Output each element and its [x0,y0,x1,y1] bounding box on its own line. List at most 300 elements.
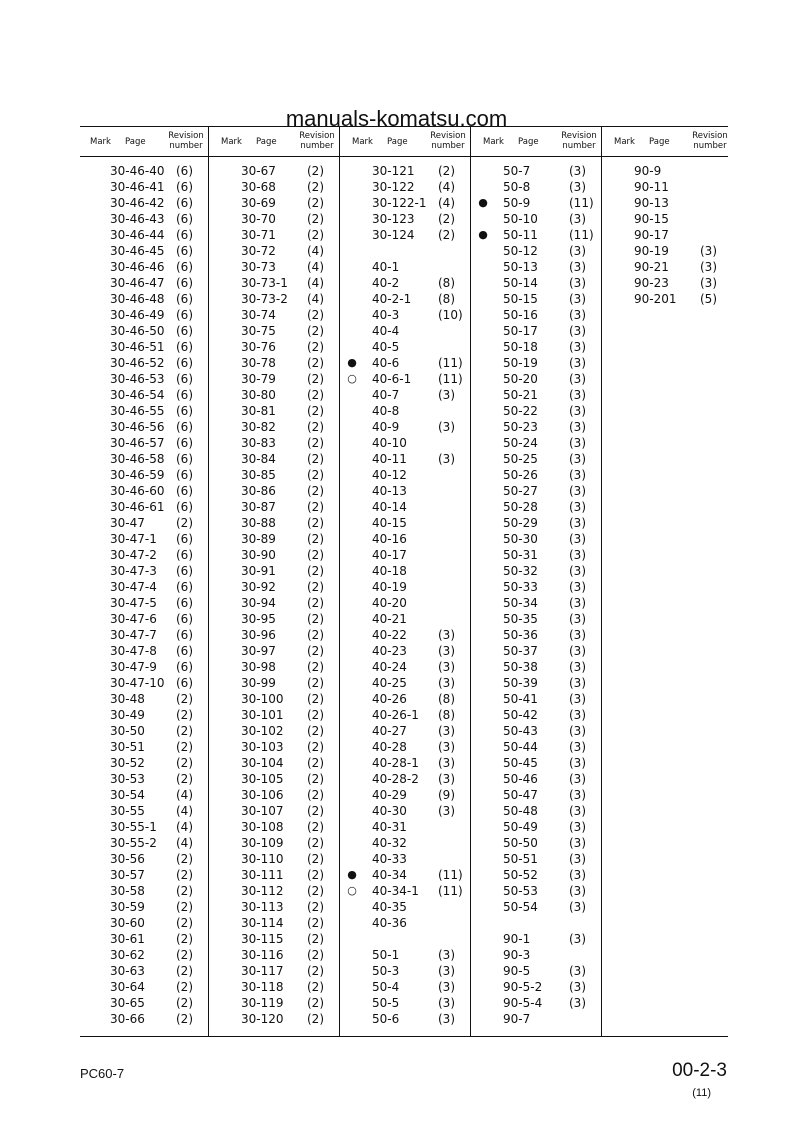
page-ref: 30-107 [241,804,284,818]
revision-number: (3) [569,212,586,226]
revision-number: (6) [176,244,193,258]
page-ref: 90-15 [634,212,669,226]
page-ref: 40-7 [372,388,400,402]
table-row [473,403,603,419]
revision-header: Revision number [692,131,728,151]
page-ref: 30-73-2 [241,292,288,306]
table-row [604,243,734,259]
page-ref: 30-57 [110,868,145,882]
page-ref: 30-52 [110,756,145,770]
revision-number: (6) [176,196,193,210]
page-ref: 30-105 [241,772,284,786]
revision-number: (3) [569,436,586,450]
revision-number: (3) [569,452,586,466]
table-row [211,563,341,579]
page-ref: 40-26 [372,692,407,706]
revision-header: Revision number [299,131,335,151]
table-row [211,387,341,403]
table-row [342,963,472,979]
table-row [80,515,210,531]
revision-number: (3) [569,756,586,770]
table-row [80,371,210,387]
table-row [80,419,210,435]
table-row [80,931,210,947]
page-ref: 30-47-3 [110,564,157,578]
revision-number: (2) [307,452,324,466]
table-row [473,787,603,803]
page-ref: 30-47-10 [110,676,165,690]
revision-number: (2) [307,788,324,802]
page-ref: 50-46 [503,772,538,786]
revision-number: (6) [176,532,193,546]
revision-number: (6) [176,308,193,322]
table-row [604,211,734,227]
page-ref: 30-103 [241,740,284,754]
table-row [342,467,472,483]
page-ref: 50-33 [503,580,538,594]
revision-number: (2) [176,724,193,738]
revision-number: (3) [569,420,586,434]
table-row [211,979,341,995]
table-row [211,755,341,771]
revision-mark: ● [478,196,488,209]
table-row [211,803,341,819]
revision-number: (3) [569,628,586,642]
table-row [80,915,210,931]
table-row [342,275,472,291]
table-row [342,739,472,755]
revision-number: (4) [307,244,324,258]
table-row [342,979,472,995]
table-row [80,771,210,787]
page-ref: 40-8 [372,404,400,418]
revision-number: (3) [438,420,455,434]
table-row [80,803,210,819]
table-row [473,515,603,531]
revision-number: (3) [438,772,455,786]
table-row [473,483,603,499]
page-ref: 40-25 [372,676,407,690]
page-ref: 50-10 [503,212,538,226]
page-ref: 30-74 [241,308,276,322]
revision-number: (6) [176,420,193,434]
page-ref: 50-38 [503,660,538,674]
table-row [211,435,341,451]
table-row [211,723,341,739]
table-row [342,883,472,899]
table-row [211,659,341,675]
page-ref: 30-47-1 [110,532,157,546]
table-row [473,755,603,771]
table-row [342,707,472,723]
revision-number: (6) [176,612,193,626]
page-ref: 50-12 [503,244,538,258]
revision-number: (11) [438,884,463,898]
page-ref: 40-10 [372,436,407,450]
page-ref: 40-9 [372,420,400,434]
table-row [80,195,210,211]
table-row [342,755,472,771]
revision-number: (2) [307,628,324,642]
page-ref: 90-5-2 [503,980,543,994]
revision-number: (6) [176,564,193,578]
page-ref: 30-101 [241,708,284,722]
page-ref: 40-13 [372,484,407,498]
page-ref: 40-34 [372,868,407,882]
table-row [342,179,472,195]
revision-number: (3) [569,596,586,610]
revision-number: (4) [176,788,193,802]
page-ref: 30-70 [241,212,276,226]
table-row [342,195,472,211]
page-ref: 50-25 [503,452,538,466]
page-ref: 30-59 [110,900,145,914]
revision-number: (2) [307,564,324,578]
page-ref: 50-5 [372,996,400,1010]
mark-header: Mark [221,137,242,147]
revision-number: (3) [569,740,586,754]
page-ref: 30-96 [241,628,276,642]
revision-number: (2) [307,852,324,866]
revision-number: (2) [176,868,193,882]
page-ref: 30-95 [241,612,276,626]
table-row [473,307,603,323]
page-ref: 30-114 [241,916,284,930]
page-ref: 50-6 [372,1012,400,1026]
revision-number: (2) [307,948,324,962]
revision-number: (6) [176,212,193,226]
table-row [473,387,603,403]
table-row [80,211,210,227]
revision-number: (3) [569,964,586,978]
page-ref: 50-11 [503,228,538,242]
page-ref: 40-34-1 [372,884,419,898]
revision-number: (2) [307,612,324,626]
page-header: Page [125,137,146,147]
table-row [80,851,210,867]
revision-number: (3) [569,660,586,674]
table-row [80,227,210,243]
table-row [211,371,341,387]
page-ref: 50-29 [503,516,538,530]
table-row [342,435,472,451]
revision-number: (2) [307,932,324,946]
revision-number: (8) [438,692,455,706]
revision-number: (3) [438,676,455,690]
table-row [342,915,472,931]
revision-number: (3) [438,660,455,674]
revision-number: (3) [438,964,455,978]
revision-header: Revision number [561,131,597,151]
revision-number: (3) [700,260,717,274]
page-ref: 40-14 [372,500,407,514]
table-row [342,595,472,611]
table-row [211,835,341,851]
page-ref: 50-13 [503,260,538,274]
revision-number: (2) [307,548,324,562]
page-ref: 30-78 [241,356,276,370]
page-ref: 30-87 [241,500,276,514]
table-row [473,339,603,355]
page-ref: 30-46-53 [110,372,165,386]
page-ref: 30-47-2 [110,548,157,562]
revision-number: (3) [569,500,586,514]
table-row [211,995,341,1011]
revision-number: (2) [307,164,324,178]
page-ref: 40-27 [372,724,407,738]
page-ref: 30-111 [241,868,284,882]
table-row [473,691,603,707]
table-row [211,819,341,835]
revision-number: (2) [307,388,324,402]
table-row [80,1011,210,1027]
revision-number: (3) [438,980,455,994]
page-ref: 30-46-58 [110,452,165,466]
table-row [342,259,472,275]
table-bottom-rule [80,1036,728,1037]
revision-number: (2) [307,516,324,530]
revision-mark: ● [347,356,357,369]
table-row [80,275,210,291]
table-row [211,643,341,659]
table-row [342,787,472,803]
revision-number: (3) [569,708,586,722]
table-row [342,339,472,355]
page-ref: 30-49 [110,708,145,722]
page-ref: 30-46-56 [110,420,165,434]
page-ref: 90-11 [634,180,669,194]
table-row [342,307,472,323]
revision-number: (3) [569,468,586,482]
table-row [342,675,472,691]
page-ref: 30-117 [241,964,284,978]
page-ref: 30-100 [241,692,284,706]
table-row [211,243,341,259]
page-ref: 90-5 [503,964,531,978]
revision-number: (2) [307,644,324,658]
table-row [342,243,472,259]
table-row [604,227,734,243]
revision-number: (2) [307,468,324,482]
revision-number: (2) [307,900,324,914]
revision-number: (2) [307,868,324,882]
table-row [80,467,210,483]
revision-number: (2) [176,948,193,962]
table-row [342,163,472,179]
revision-number: (6) [176,580,193,594]
page-ref: 40-33 [372,852,407,866]
revision-number: (2) [176,996,193,1010]
page-ref: 50-30 [503,532,538,546]
revision-number: (2) [307,724,324,738]
revision-number: (11) [438,868,463,882]
revision-number: (3) [569,612,586,626]
page-ref: 30-88 [241,516,276,530]
revision-number: (6) [176,228,193,242]
table-row [342,723,472,739]
page-ref: 30-116 [241,948,284,962]
table-row [211,739,341,755]
page-ref: 40-5 [372,340,400,354]
table-row [80,579,210,595]
revision-number: (5) [700,292,717,306]
table-row [342,819,472,835]
page-ref: 30-63 [110,964,145,978]
revision-number: (11) [569,228,594,242]
revision-number: (4) [307,260,324,274]
page-ref: 40-20 [372,596,407,610]
revision-number: (2) [307,980,324,994]
page-ref: 30-104 [241,756,284,770]
table-row [342,451,472,467]
revision-number: (6) [176,468,193,482]
table-row [473,419,603,435]
table-row [473,227,603,243]
page-ref: 30-115 [241,932,284,946]
table-row [211,691,341,707]
page-ref: 30-73-1 [241,276,288,290]
table-row [80,339,210,355]
revision-number: (3) [569,564,586,578]
table-row [473,963,603,979]
table-row [473,1011,603,1027]
table-row [80,307,210,323]
table-row [211,531,341,547]
revision-number: (8) [438,276,455,290]
table-row [80,483,210,499]
page-ref: 30-99 [241,676,276,690]
table-row [473,707,603,723]
page-ref: 30-46-51 [110,340,165,354]
revision-number: (2) [307,996,324,1010]
revision-number: (4) [176,820,193,834]
revision-number: (2) [307,676,324,690]
page-ref: 30-97 [241,644,276,658]
page-ref: 30-83 [241,436,276,450]
revision-number: (3) [569,276,586,290]
page-ref: 50-44 [503,740,538,754]
revision-number: (2) [307,212,324,226]
table-row [473,595,603,611]
table-row [604,163,734,179]
table-row [80,403,210,419]
page-ref: 30-46-42 [110,196,165,210]
revision-number: (2) [176,692,193,706]
revision-number: (2) [307,692,324,706]
table-row [211,339,341,355]
table-row [342,931,472,947]
revision-header: Revision number [168,131,204,151]
table-row [80,611,210,627]
page-ref: 40-18 [372,564,407,578]
revision-number: (2) [307,836,324,850]
revision-number: (3) [438,948,455,962]
revision-number: (3) [569,548,586,562]
page-ref: 30-46-55 [110,404,165,418]
table-row [211,611,341,627]
revision-number: (2) [307,756,324,770]
page-ref: 30-120 [241,1012,284,1026]
revision-number: (3) [569,868,586,882]
revision-number: (3) [569,484,586,498]
table-row [211,307,341,323]
revision-number: (2) [176,756,193,770]
page-ref: 50-34 [503,596,538,610]
table-row [80,691,210,707]
watermark: manuals-komatsu.com [285,106,508,131]
page-ref: 40-35 [372,900,407,914]
revision-number: (6) [176,644,193,658]
page-ref: 50-24 [503,436,538,450]
page-ref: 40-15 [372,516,407,530]
revision-number: (6) [176,356,193,370]
revision-number: (3) [569,532,586,546]
table-row [342,995,472,1011]
revision-number: (2) [307,916,324,930]
revision-number: (3) [569,788,586,802]
table-row [211,883,341,899]
table-row [80,963,210,979]
page-ref: 40-4 [372,324,400,338]
page-ref: 50-42 [503,708,538,722]
revision-number: (3) [438,388,455,402]
revision-number: (6) [176,404,193,418]
revision-number: (2) [176,1012,193,1026]
table-row [473,803,603,819]
table-row [473,547,603,563]
table-row [473,579,603,595]
table-row [473,179,603,195]
revision-number: (3) [700,244,717,258]
page-ref: 30-98 [241,660,276,674]
table-row [80,531,210,547]
revision-number: (3) [569,932,586,946]
revision-number: (2) [307,964,324,978]
page-ref: 30-82 [241,420,276,434]
table-row [604,195,734,211]
table-row [211,403,341,419]
page-ref: 40-6 [372,356,400,370]
revision-number: (3) [569,900,586,914]
revision-number: (2) [307,772,324,786]
table-row [211,291,341,307]
table-row [473,323,603,339]
revision-number: (2) [307,484,324,498]
table-row [211,899,341,915]
revision-number: (2) [307,596,324,610]
table-row [80,835,210,851]
table-row [342,291,472,307]
page-ref: 50-39 [503,676,538,690]
table-row [604,275,734,291]
table-row [342,227,472,243]
page-ref: 40-22 [372,628,407,642]
revision-number: (3) [569,820,586,834]
table-row [211,547,341,563]
table-row [80,723,210,739]
revision-number: (3) [569,180,586,194]
revision-number: (6) [176,276,193,290]
revision-number: (2) [307,180,324,194]
table-row [211,419,341,435]
page-ref: 40-17 [372,548,407,562]
table-row [80,707,210,723]
table-row [473,275,603,291]
page-ref: 30-46-40 [110,164,165,178]
revision-number: (3) [569,676,586,690]
table-row [342,371,472,387]
revision-number: (6) [176,436,193,450]
